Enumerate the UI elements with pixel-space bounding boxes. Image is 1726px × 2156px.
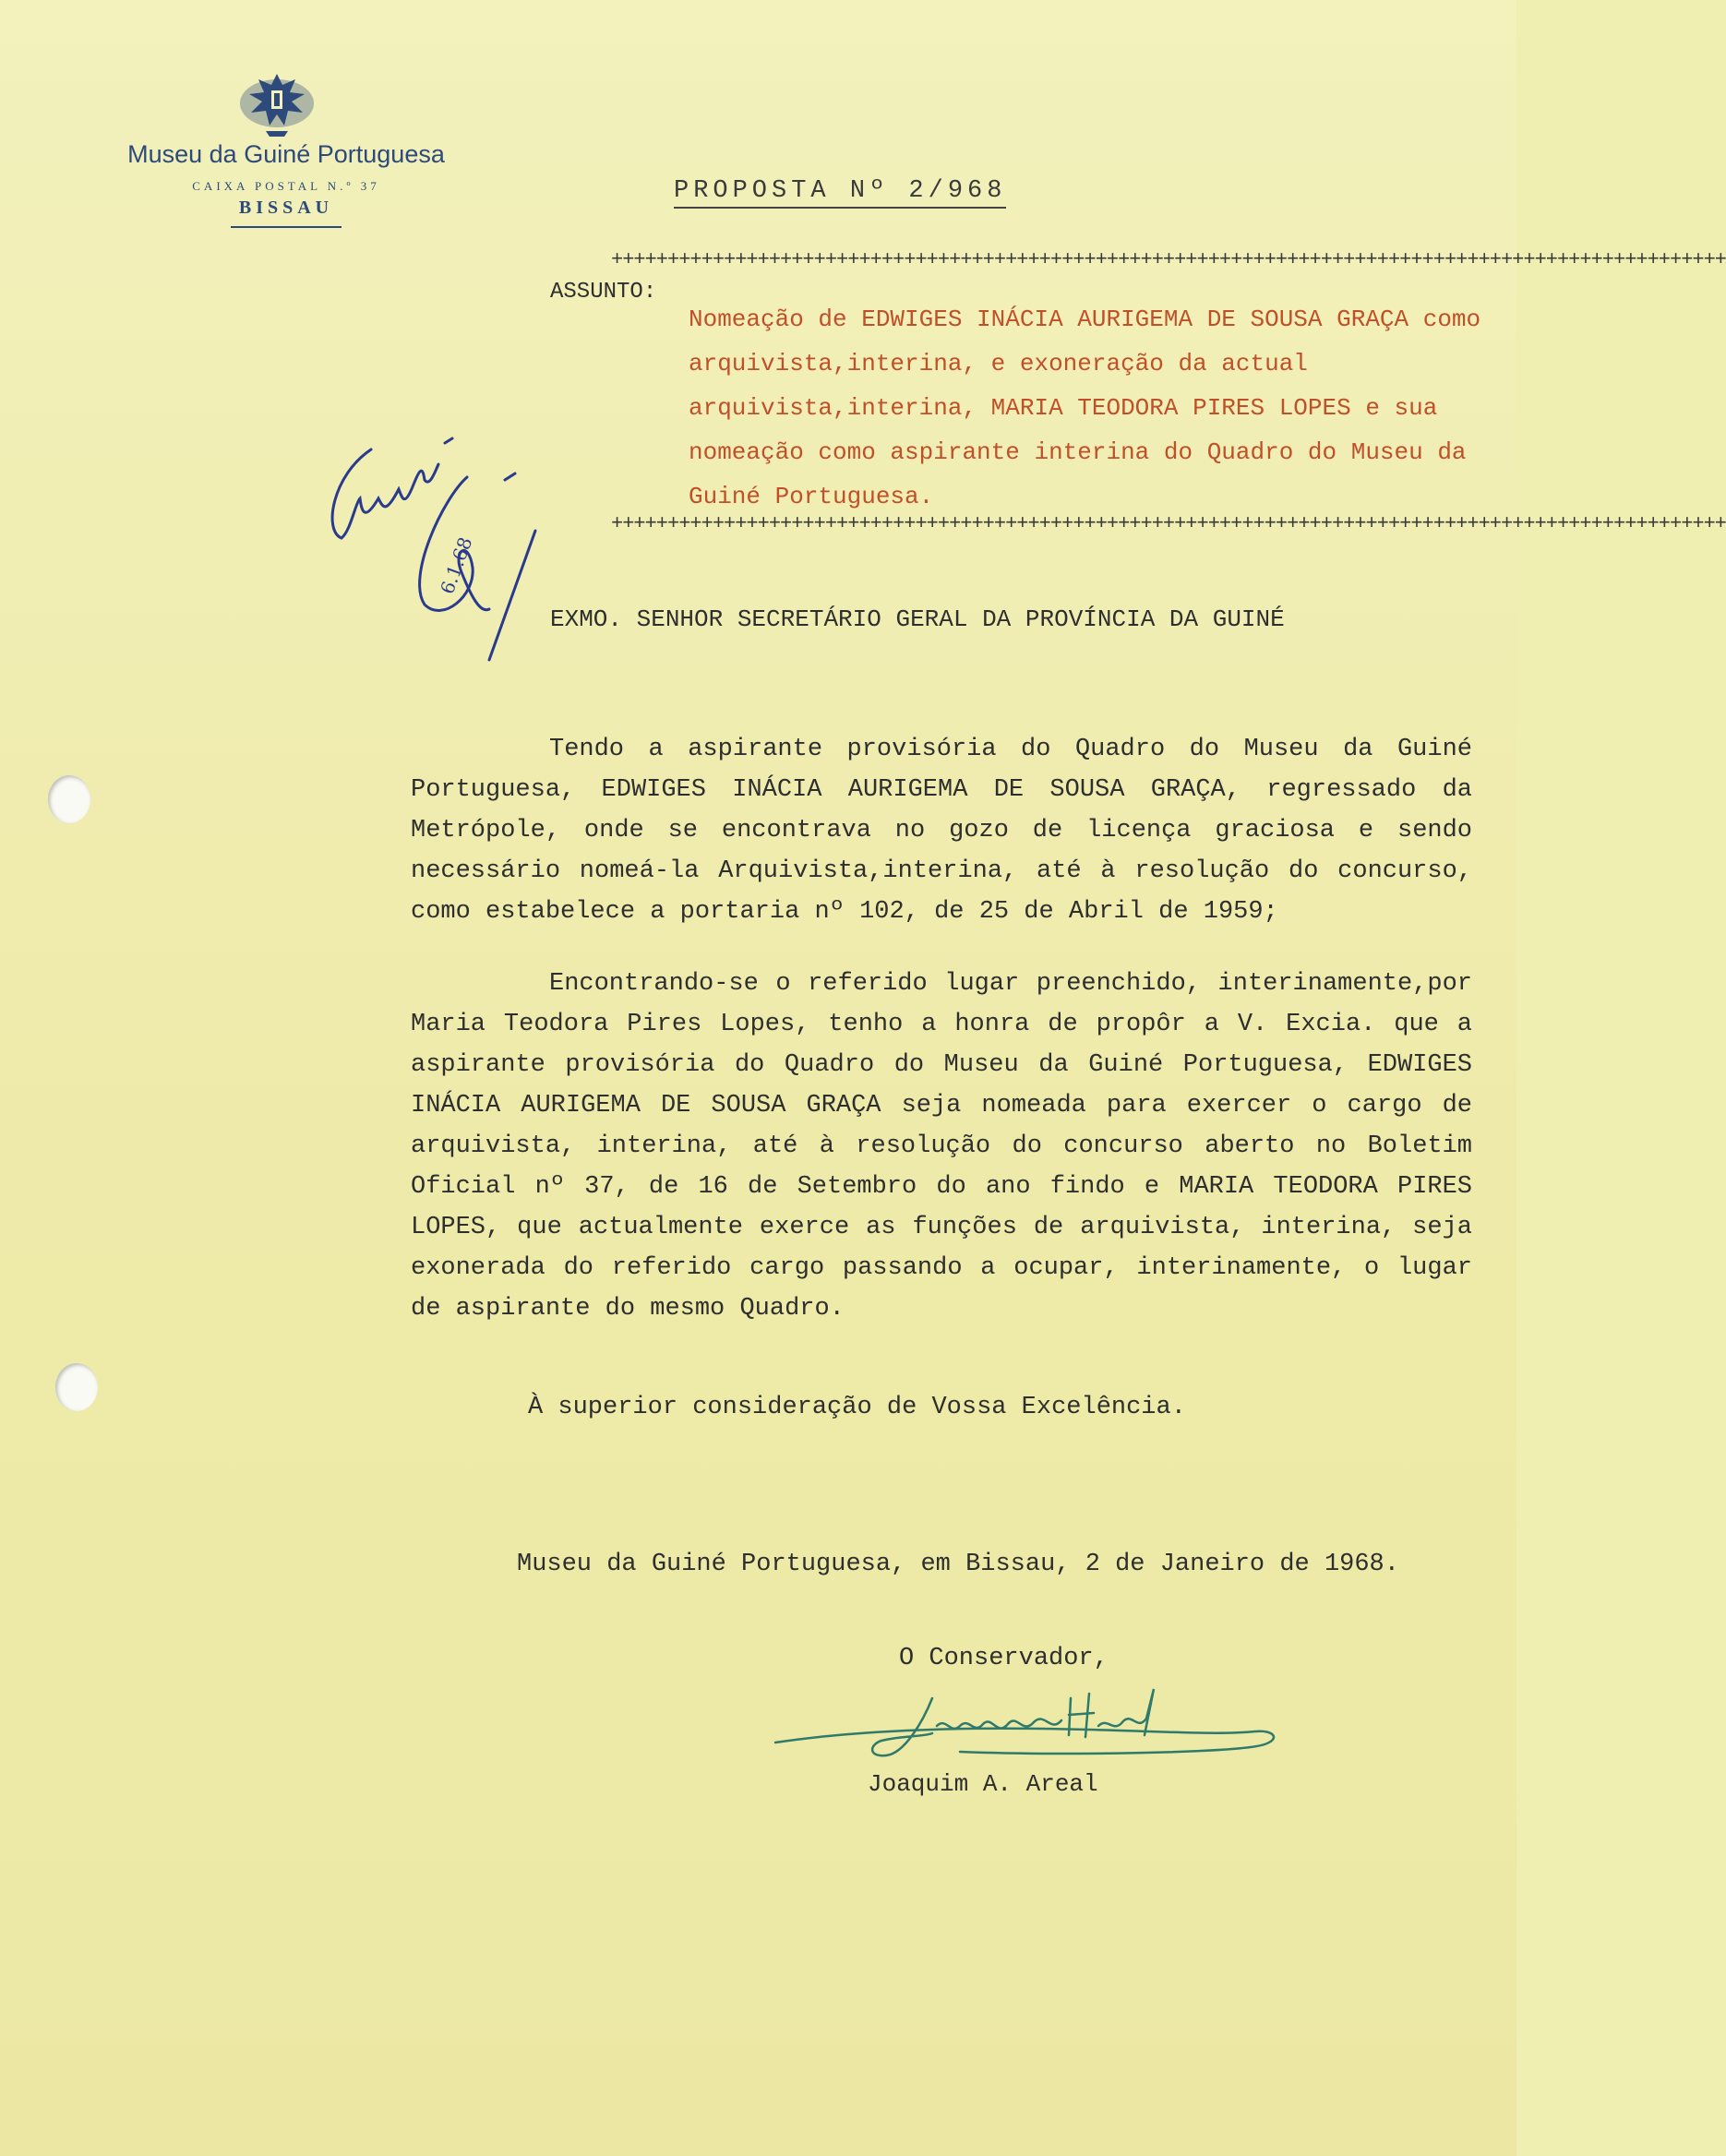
proposal-number: PROPOSTA Nº 2/968 — [674, 177, 1006, 209]
punch-hole — [48, 775, 90, 823]
institution-name: Museu da Guiné Portuguesa — [127, 140, 445, 168]
subject-label: ASSUNTO: — [550, 280, 657, 305]
addressee: EXMO. SENHOR SECRETÁRIO GERAL DA PROVÍNCIA DA GUINÉ — [550, 605, 1285, 633]
paragraph-1-text: Tendo a aspirante provisória do Quadro do Museu da Guiné Portuguesa, EDWIGES INÁCIA AURIGEMA DE SOUSA GRAÇA, regressado da Metrópole, onde se encontrava no gozo de licença graciosa e sendo necessário nomeá-la Arquivista,interina, até à resolução do concurso, como estabelece a portaria nº 102, de 25 de Abril de 1959; — [411, 736, 1472, 926]
annotation-date: 6.1.68 — [436, 533, 477, 597]
letterhead-rule — [231, 226, 342, 228]
handwritten-signature — [775, 1671, 1292, 1772]
body-paragraph-2 — [411, 964, 1472, 1329]
closing-line: À superior consideração de Vossa Excelência. — [528, 1394, 1186, 1421]
punch-hole — [55, 1363, 98, 1411]
handwritten-annotation — [314, 411, 554, 678]
signer-name: Joaquim A. Areal — [868, 1770, 1098, 1798]
city: BISSAU — [238, 198, 334, 218]
signer-role: O Conservador, — [899, 1645, 1109, 1672]
subject-text: Nomeação de EDWIGES INÁCIA AURIGEMA DE SOUSA GRAÇA como arquivista,interina, e exoneração da actual arquivista,interina, MARIA TEODORA PIRES LOPES e sua nomeação como aspirante interina do Quadro do Museu da Guiné Portuguesa. — [689, 305, 1481, 510]
letterhead — [74, 138, 498, 228]
cross-line-top: +++++++++++++++++++++++++++++++++++++++++++++++++++++++++++++++++++++++++++++++++++++++++++++++++++ — [611, 248, 1726, 271]
paragraph-2-text: Encontrando-se o referido lugar preenchido, interinamente,por Maria Teodora Pires Lopes, tenho a honra de propôr a V. Excia. que a aspirante provisória do Quadro do Museu da Guiné Portuguesa, EDWIGES INÁCIA AURIGEMA DE SOUSA GRAÇA seja nomeada para exercer o cargo de arquivista, interina, até à resolução do concurso aberto no Boletim Oficial nº 37, de 16 de Setembro do ano findo e MARIA TEODORA PIRES LOPES, que actualmente exerce as funções de arquivista, interina, seja exonerada do referido cargo passando a ocupar, interinamente, o lugar de aspirante do mesmo Quadro. — [411, 970, 1472, 1323]
coat-of-arms-icon — [231, 66, 323, 140]
body-paragraph-1 — [411, 729, 1472, 932]
cross-line-bottom: +++++++++++++++++++++++++++++++++++++++++++++++++++++++++++++++++++++++++++++++++++++++++++++++++++ — [611, 512, 1726, 535]
place-and-date: Museu da Guiné Portuguesa, em Bissau, 2 de Janeiro de 1968. — [517, 1551, 1399, 1578]
postal-box: CAIXA POSTAL N.º 37 — [192, 179, 380, 193]
